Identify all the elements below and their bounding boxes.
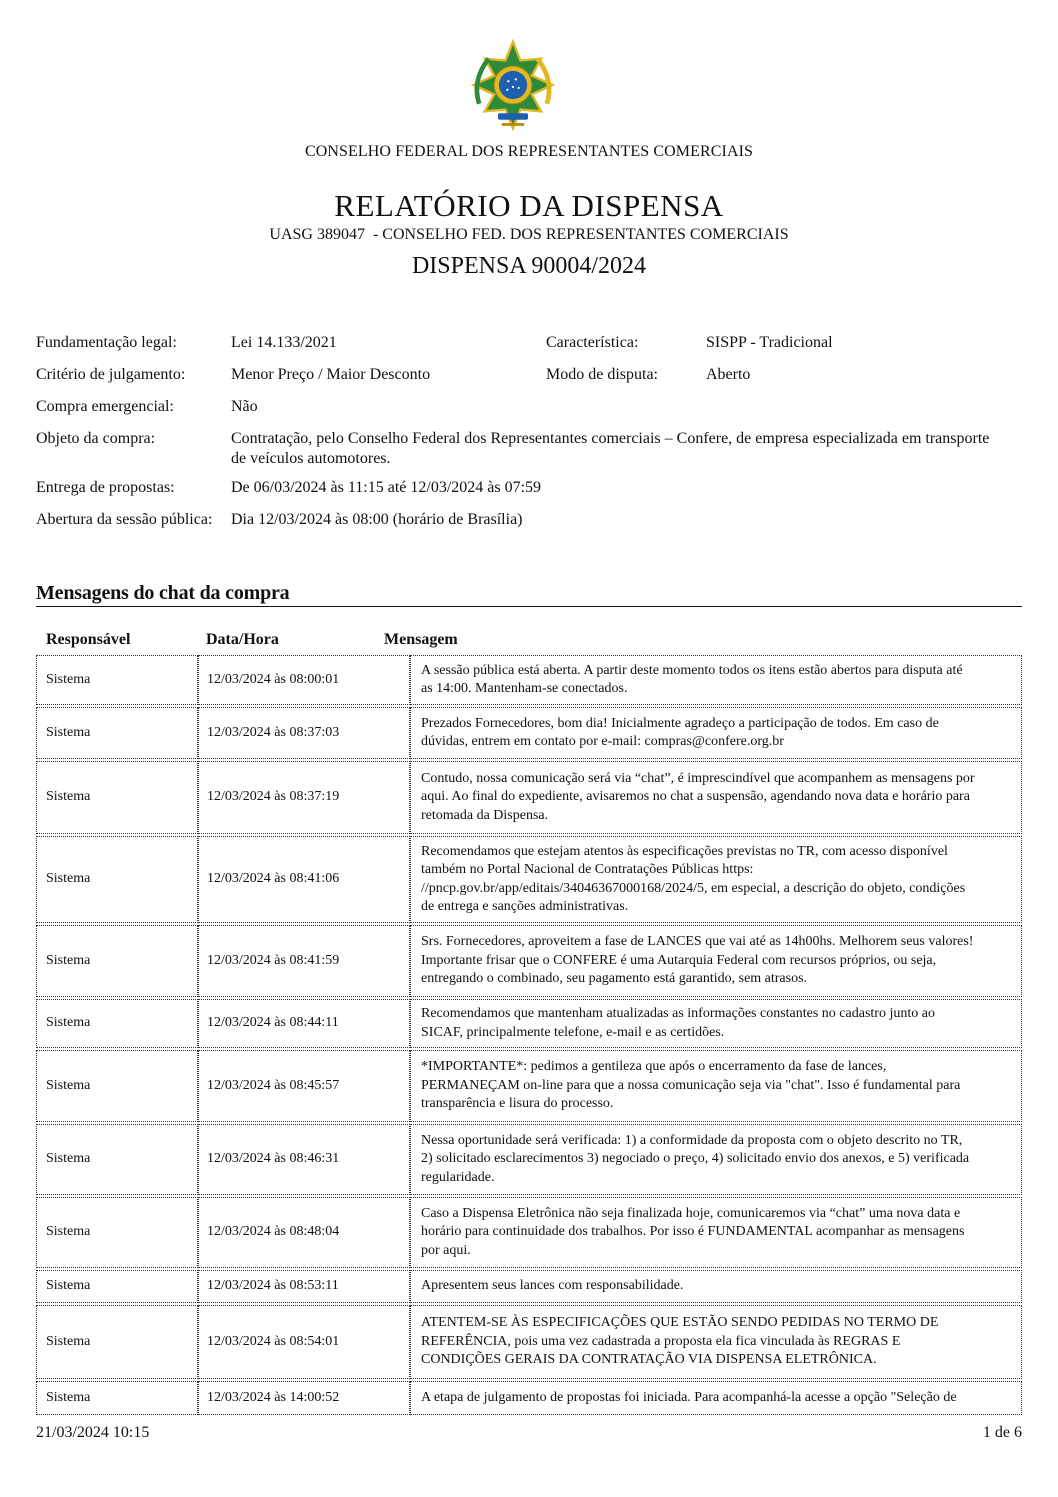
- message-line: aqui. Ao final do expediente, avisaremos no chat a suspensão, agendando nova data e horário para: [421, 789, 970, 805]
- cell-responsavel: Sistema: [36, 925, 198, 997]
- message-line: Recomendamos que estejam atentos às especificações previstas no TR, com acesso disponível: [421, 843, 948, 859]
- fundamentacao-value: Lei 14.133/2021: [231, 334, 337, 351]
- header-mensagem: Mensagem: [384, 631, 458, 648]
- uasg-line: UASG 389047 - CONSELHO FED. DOS REPRESENTANTES COMERCIAIS: [269, 226, 789, 243]
- cell-responsavel: Sistema: [36, 1305, 198, 1379]
- message-line: SICAF, principalmente telefone, e-mail e as certidões.: [421, 1024, 725, 1040]
- cell-mensagem: [410, 707, 1022, 759]
- cell-responsavel: Sistema: [36, 1197, 198, 1268]
- message-line: *IMPORTANTE*: pedimos a gentileza que após o encerramento da fase de lances,: [421, 1059, 887, 1075]
- message-line: também no Portal Nacional de Contratações Públicas https:: [421, 862, 754, 877]
- cell-datahora: 12/03/2024 às 08:45:57: [198, 1050, 410, 1122]
- message-line: retomada da Dispensa.: [421, 807, 549, 823]
- cell-mensagem: [410, 999, 1022, 1048]
- message-line: Contudo, nossa comunicação será via “chat”, é imprescindível que acompanhem as mensagens por: [421, 770, 975, 786]
- coat-of-arms-emblem: [466, 38, 560, 132]
- cell-responsavel: Sistema: [36, 1270, 198, 1303]
- abertura-label: Abertura da sessão pública:: [36, 511, 213, 528]
- cell-responsavel: Sistema: [36, 836, 198, 923]
- emergencial-value: Não: [231, 398, 258, 415]
- table-row: [36, 707, 1022, 759]
- abertura-value: Dia 12/03/2024 às 08:00 (horário de Brasília): [231, 511, 523, 528]
- fundamentacao-label: Fundamentação legal:: [36, 334, 177, 351]
- cell-mensagem: [410, 1270, 1022, 1303]
- objeto-value: Contratação, pelo Conselho Federal dos Representantes comerciais – Confere, de empresa especializada em transporte de veículos automotores.: [231, 430, 990, 467]
- message-line: //pncp.gov.br/app/editais/34046367000168/2024/5, em especial, a descrição do objeto, condições: [421, 880, 966, 896]
- cell-datahora: 12/03/2024 às 08:46:31: [198, 1124, 410, 1195]
- cell-datahora: 12/03/2024 às 08:37:03: [198, 707, 410, 759]
- cell-mensagem: [410, 1305, 1022, 1379]
- table-row: [36, 1270, 1022, 1303]
- organization-name: CONSELHO FEDERAL DOS REPRESENTANTES COMERCIAIS: [304, 143, 754, 160]
- message-line: as 14:00. Mantenham-se conectados.: [421, 681, 628, 696]
- message-line: Caso a Dispensa Eletrônica não seja finalizada hoje, comunicaremos via “chat” uma nova data e: [421, 1205, 961, 1221]
- modo-value: Aberto: [706, 366, 751, 383]
- message-line: por aqui.: [421, 1242, 471, 1258]
- table-row: [36, 1381, 1022, 1415]
- table-row: [36, 655, 1022, 705]
- message-line: REFERÊNCIA, pois uma vez cadastrada a proposta ela fica vinculada às REGRAS E: [421, 1333, 901, 1349]
- cell-responsavel: Sistema: [36, 1124, 198, 1195]
- cell-datahora: 12/03/2024 às 08:54:01: [198, 1305, 410, 1379]
- footer-page-number: 1 de 6: [982, 1424, 1022, 1441]
- cell-datahora: 12/03/2024 às 08:48:04: [198, 1197, 410, 1268]
- message-line: Recomendamos que mantenham atualizadas as informações constantes no cadastro junto ao: [421, 1006, 935, 1021]
- cell-responsavel: Sistema: [36, 761, 198, 834]
- message-line: CONDIÇÕES GERAIS DA CONTRATAÇÃO VIA DISPENSA ELETRÔNICA.: [421, 1352, 877, 1368]
- message-line: Prezados Fornecedores, bom dia! Inicialmente agradeço a participação de todos. Em caso de: [421, 715, 939, 731]
- cell-responsavel: Sistema: [36, 999, 198, 1048]
- entrega-label: Entrega de propostas:: [36, 479, 175, 496]
- message-line: ATENTEM-SE ÀS ESPECIFICAÇÕES QUE ESTÃO SENDO PEDIDAS NO TERMO DE: [421, 1315, 939, 1331]
- table-row: [36, 761, 1022, 834]
- cell-mensagem: [410, 1124, 1022, 1195]
- cell-mensagem: [410, 1050, 1022, 1122]
- criterio-label: Critério de julgamento:: [36, 366, 186, 383]
- modo-label: Modo de disputa:: [546, 366, 658, 383]
- caracteristica-label: Característica:: [546, 334, 639, 351]
- message-line: Srs. Fornecedores, aproveitem a fase de LANCES que vai até as 14h00hs. Melhorem seus valores!: [421, 934, 974, 950]
- message-line: Nessa oportunidade será verificada: 1) a conformidade da proposta com o objeto descrito no TR,: [421, 1132, 963, 1148]
- message-line: transparência e lisura do processo.: [421, 1096, 614, 1112]
- cell-datahora: 12/03/2024 às 08:53:11: [198, 1270, 410, 1303]
- message-line: horário para continuidade dos trabalhos. Por isso é FUNDAMENTAL acompanhar as mensagens: [421, 1224, 965, 1240]
- message-line: PERMANEÇAM on-line para que a nossa comunicação seja via "chat". Isso é fundamental para: [421, 1077, 961, 1093]
- message-line: A etapa de julgamento de propostas foi iniciada. Para acompanhá-la acesse a opção "Seleção de: [421, 1390, 957, 1405]
- message-line: entregando o combinado, seu pagamento está garantido, sem atrasos.: [421, 971, 808, 987]
- cell-mensagem: [410, 1381, 1022, 1415]
- cell-mensagem: [410, 836, 1022, 923]
- cell-datahora: 12/03/2024 às 08:41:06: [198, 836, 410, 923]
- cell-datahora: 12/03/2024 às 08:44:11: [198, 999, 410, 1048]
- table-row: [36, 1197, 1022, 1268]
- message-line: 2) solicitado esclarecimentos 3) negociado o preço, 4) solicitado envio dos anexos, e 5) verificada: [421, 1151, 970, 1167]
- emergencial-label: Compra emergencial:: [36, 398, 174, 415]
- cell-responsavel: Sistema: [36, 655, 198, 705]
- table-row: [36, 1050, 1022, 1122]
- message-line: A sessão pública está aberta. A partir deste momento todos os itens estão abertos para disputa até: [421, 662, 963, 678]
- cell-datahora: 12/03/2024 às 08:00:01: [198, 655, 410, 705]
- header-responsavel: Responsável: [46, 631, 131, 648]
- caracteristica-value: SISPP - Tradicional: [706, 334, 833, 351]
- message-line: de entrega e sanções administrativas.: [421, 899, 629, 914]
- message-line: dúvidas, entrem em contato por e-mail: compras@confere.org.br: [421, 734, 784, 749]
- cell-mensagem: [410, 925, 1022, 997]
- cell-datahora: 12/03/2024 às 14:00:52: [198, 1381, 410, 1415]
- cell-mensagem: [410, 761, 1022, 834]
- cell-datahora: 12/03/2024 às 08:41:59: [198, 925, 410, 997]
- table-row: [36, 836, 1022, 923]
- cell-responsavel: Sistema: [36, 707, 198, 759]
- table-row: [36, 925, 1022, 997]
- criterio-value: Menor Preço / Maior Desconto: [231, 366, 431, 383]
- dispensa-number: DISPENSA 90004/2024: [411, 253, 647, 279]
- objeto-label: Objeto da compra:: [36, 430, 156, 447]
- table-row: [36, 1124, 1022, 1195]
- cell-responsavel: Sistema: [36, 1050, 198, 1122]
- chat-section-title: Mensagens do chat da compra: [36, 582, 1022, 607]
- footer-datetime: 21/03/2024 10:15: [36, 1424, 150, 1441]
- table-row: [36, 999, 1022, 1048]
- cell-mensagem: [410, 1197, 1022, 1268]
- header-datahora: Data/Hora: [206, 631, 279, 648]
- cell-responsavel: Sistema: [36, 1381, 198, 1415]
- message-line: regularidade.: [421, 1169, 495, 1185]
- message-line: Apresentem seus lances com responsabilidade.: [421, 1278, 684, 1294]
- message-line: Importante frisar que o CONFERE é uma Autarquia Federal com recursos próprios, ou seja,: [421, 952, 937, 968]
- report-title: RELATÓRIO DA DISPENSA: [334, 188, 724, 223]
- cell-mensagem: [410, 655, 1022, 705]
- table-row: [36, 1305, 1022, 1379]
- entrega-value: De 06/03/2024 às 11:15 até 12/03/2024 às 07:59: [231, 479, 542, 496]
- cell-datahora: 12/03/2024 às 08:37:19: [198, 761, 410, 834]
